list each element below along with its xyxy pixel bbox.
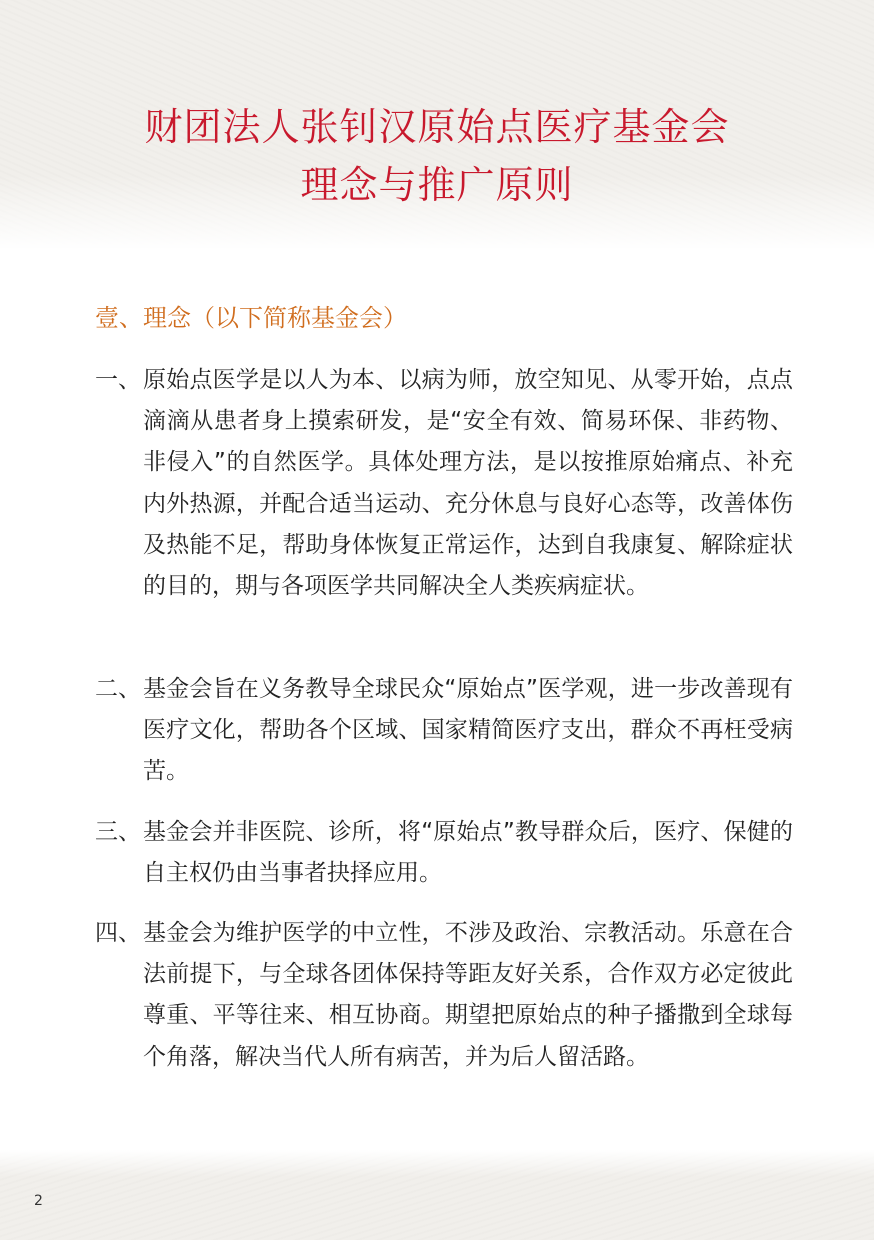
paragraph-text: 基金会为维护医学的中立性，不涉及政治、宗教活动。乐意在合法前提下，与全球各团体保持等距友好关系，合作双方必定彼此尊重、平等往来、相互协商。期望把原始点的种子播撒到全球每个角落，解决当代人所有病苦，并为后人留活路。 <box>143 920 793 1070</box>
paragraph-text: 基金会旨在义务教导全球民众“原始点”医学观，进一步改善现有医疗文化，帮助各个区域、国家精简医疗支出，群众不再枉受病苦。 <box>143 676 793 785</box>
paragraph-2 <box>95 669 795 793</box>
paragraph-number: 一、 <box>95 367 141 393</box>
page-number: 2 <box>34 1193 43 1209</box>
title-line-2: 理念与推广原则 <box>300 163 574 207</box>
title-line-1: 财团法人张钊汉原始点医疗基金会 <box>144 105 730 149</box>
paragraph-3 <box>95 812 795 894</box>
paragraph-1 <box>95 360 795 607</box>
paragraph-text: 基金会并非医院、诊所，将“原始点”教导群众后，医疗、保健的自主权仍由当事者抉择应用。 <box>143 819 793 887</box>
paragraph-4 <box>95 913 795 1078</box>
paragraph-number: 四、 <box>95 920 141 946</box>
document-title <box>0 98 874 214</box>
paragraph-number: 三、 <box>95 819 141 845</box>
section-heading: 壹、理念（以下简称基金会） <box>95 304 407 332</box>
paper-texture-bottom <box>0 1150 874 1240</box>
paragraph-text: 原始点医学是以人为本、以病为师，放空知见、从零开始，点点滴滴从患者身上摸索研发，是“安全有效、简易环保、非药物、非侵入”的自然医学。具体处理方法，是以按推原始痛点、补充内外热源，并配合适当运动、充分休息与良好心态等，改善体伤及热能不足，帮助身体恢复正常运作，达到自我康复、解除症状的目的，期与各项医学共同解决全人类疾病症状。 <box>143 367 793 600</box>
paragraph-number: 二、 <box>95 676 141 702</box>
